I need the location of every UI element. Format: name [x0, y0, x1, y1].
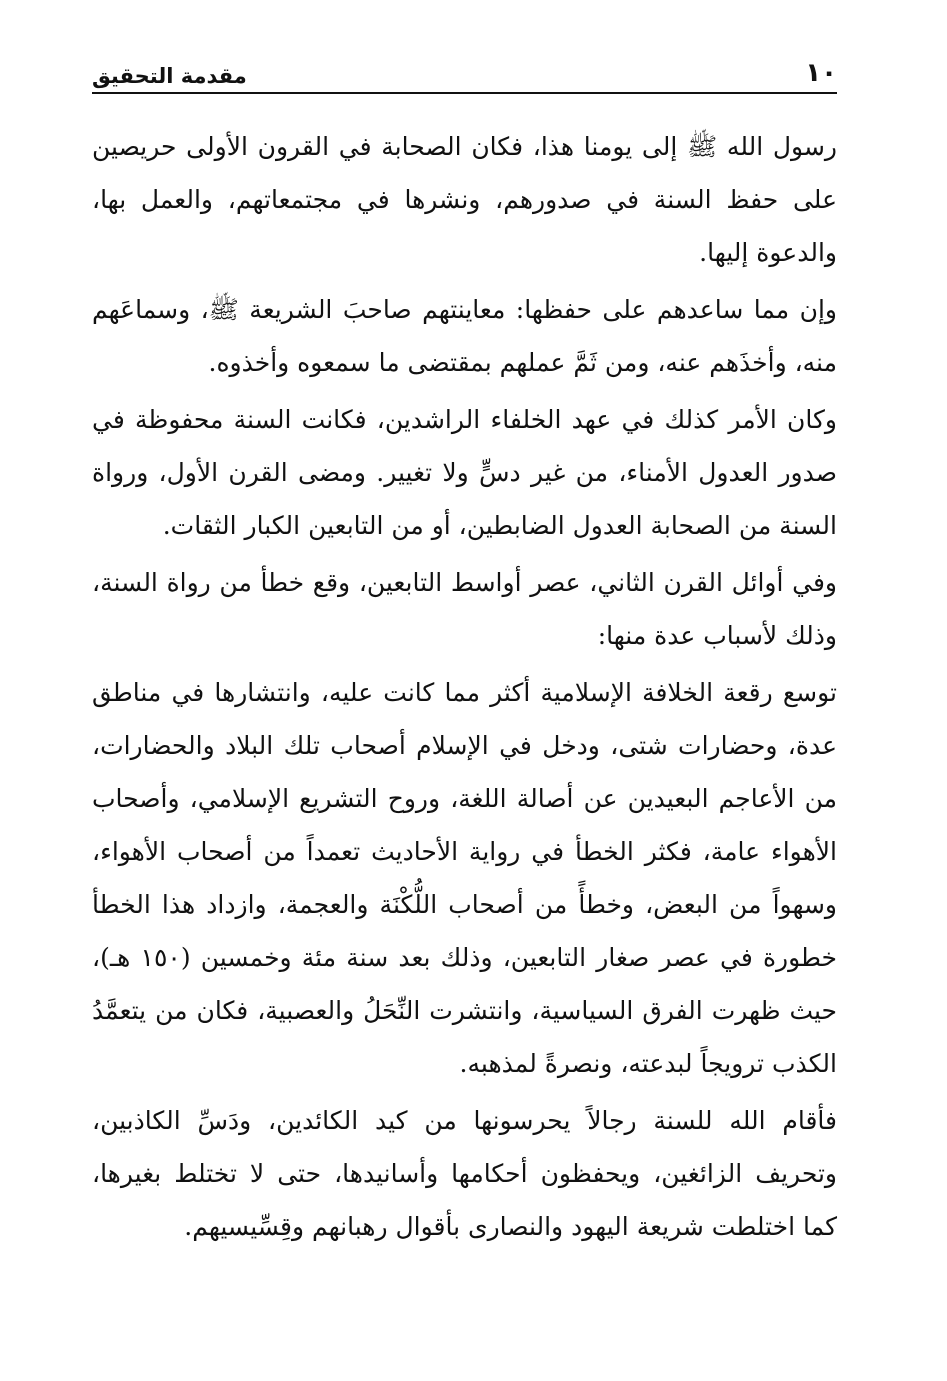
page-number: ١٠	[805, 58, 837, 88]
paragraph-1: رسول الله ﷺ إلى يومنا هذا، فكان الصحابة في القرون الأولى حريصين على حفظ السنة في صدورهم، ونشرها في مجتمعاتهم، والعمل بها، والدعوة إليها.	[92, 132, 837, 267]
running-header	[92, 52, 837, 88]
header-divider	[92, 92, 837, 94]
paragraph-4: وفي أوائل القرن الثاني، عصر أواسط التابعين، وقع خطأ من رواة السنة، وذلك لأسباب عدة منها:	[92, 568, 837, 650]
paragraph-5: توسع رقعة الخلافة الإسلامية أكثر مما كانت عليه، وانتشارها في مناطق عدة، وحضارات شتى، ودخل في الإسلام أصحاب تلك البلاد والحضارات، من الأعاجم البعيدين عن أصالة اللغة، وروح التشريع الإسلامي، وأصحاب الأهواء عامة، فكثر الخطأ في رواية الأحاديث تعمداً من أصحاب الأهواء، وسهواً من البعض، وخطأً من أصحاب اللُّكْنَة والعجمة، وازداد هذا الخطأ خطورة في عصر صغار التابعين، وذلك بعد سنة مئة وخمسين (١٥٠ هـ)، حيث ظهرت الفرق السياسية، وانتشرت النِّحَلُ والعصبية، فكان من يتعمَّدُ الكذب ترويجاً لبدعته، ونصرةً لمذهبه.	[92, 678, 838, 1078]
chapter-title: مقدمة التحقيق	[92, 64, 247, 88]
page-body	[92, 120, 837, 1253]
paragraph-3: وكان الأمر كذلك في عهد الخلفاء الراشدين، فكانت السنة محفوظة في صدور العدول الأمناء، من غير دسٍّ ولا تغيير. ومضى القرن الأول، ورواة السنة من الصحابة العدول الضابطين، أو من التابعين الكبار الثقات.	[92, 405, 837, 540]
paragraph-6: فأقام الله للسنة رجالاً يحرسونها من كيد الكائدين، ودَسِّ الكاذبين، وتحريف الزائغين، ويحفظون أحكامها وأسانيدها، حتى لا تختلط بغيرها، كما اختلطت شريعة اليهود والنصارى بأقوال رهبانهم وقِسِّيسيهم.	[92, 1106, 837, 1241]
paragraph-2: وإن مما ساعدهم على حفظها: معاينتهم صاحبَ الشريعة ﷺ، وسماعَهم منه، وأخذَهم عنه، ومن ثَمَّ عملهم بمقتضى ما سمعوه وأخذوه.	[92, 295, 837, 377]
